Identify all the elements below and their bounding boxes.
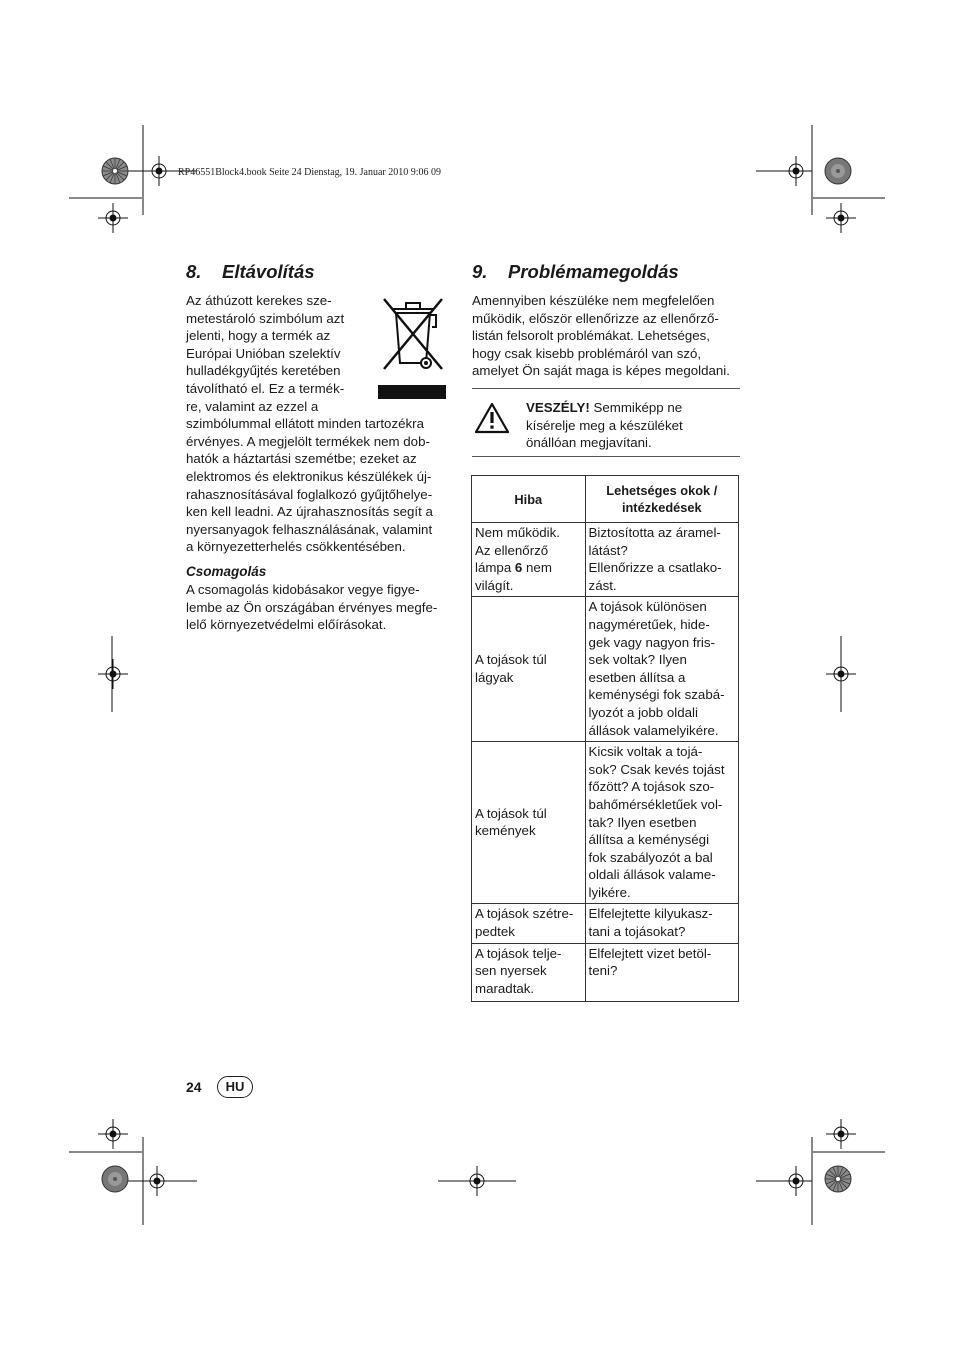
cell-line: kemények	[475, 823, 536, 839]
cell-line: zást.	[588, 577, 617, 593]
cell-line: keménységi fok szabá-	[588, 687, 725, 703]
crosshair-registration-mark-icon	[826, 659, 856, 689]
column-header: Hiba	[472, 476, 586, 523]
divider	[472, 388, 740, 389]
problem-cell	[472, 597, 586, 742]
section-number: 9.	[472, 261, 488, 282]
table-row	[472, 597, 739, 742]
text-line: amelyet Ön saját maga is képes megoldani.	[472, 363, 730, 379]
crop-line	[756, 170, 812, 172]
text-line: A csomagolás kidobásakor vegye figye-	[186, 582, 420, 597]
cell-line: sek voltak? Ilyen	[588, 652, 687, 668]
text-line: Amennyiben készüléke nem megfelelően	[472, 293, 715, 308]
cell-line: állások valamelyikére.	[588, 722, 719, 738]
text-line: hulladékgyűjtés keretében	[186, 363, 341, 379]
table-row	[472, 904, 739, 943]
cell-line: sen nyersek	[475, 963, 547, 979]
packaging-subheading: Csomagolás	[186, 564, 267, 579]
warning-text	[526, 399, 683, 452]
troubleshooting-table	[471, 475, 739, 1002]
cell-line: Kicsik voltak a tojá-	[588, 744, 703, 760]
crop-line	[438, 1180, 516, 1182]
cell-text: lámpa	[475, 560, 515, 576]
cause-cell	[585, 943, 738, 1002]
cell-line: oldali állások valame-	[588, 867, 716, 883]
cell-line: sok? Csak kevés tojást	[588, 761, 725, 777]
color-wheel-icon	[824, 157, 852, 185]
text-line: lelő környezetvédelmi előírásokat.	[186, 617, 387, 633]
text-line: hogy csak kisebb problémáról van szó,	[472, 345, 702, 361]
table-row	[472, 742, 739, 904]
cell-line: bahőmérsékletűek vol-	[588, 796, 723, 812]
section-title: Problémamegoldás	[508, 261, 679, 282]
text-line: ken kell leadni. Az újrahasznosítás segít a	[186, 504, 433, 520]
problem-cell	[472, 904, 586, 943]
warning-line: kísérelje meg a készüléket	[526, 417, 683, 433]
text-line: hatók a háztartási szemétbe; ezeket az	[186, 451, 417, 467]
cause-cell	[585, 742, 738, 904]
crosshair-registration-mark-icon	[826, 1119, 856, 1149]
color-wheel-icon	[824, 1165, 852, 1193]
text-line: jelenti, hogy a termék az	[186, 328, 331, 344]
crosshair-registration-mark-icon	[98, 203, 128, 233]
cell-line: lágyak	[475, 669, 514, 685]
cell-line: Elfelejtette kilyukasz-	[588, 906, 713, 922]
cell-line: maradtak.	[475, 980, 535, 996]
text-line: távolítható el. Ez a termék-	[186, 380, 345, 396]
text-line: listán felsorolt problémákat. Lehetséges,	[472, 328, 711, 344]
cell-line: Biztosította az áramel-	[588, 525, 721, 540]
text-line: Európai Unióban szelektív	[186, 345, 341, 361]
page-number: 24	[186, 1079, 202, 1095]
cell-line: lyikére.	[588, 884, 631, 900]
cell-line: pedtek	[475, 924, 515, 940]
text-line: Az áthúzott kerekes sze-	[186, 293, 332, 308]
cell-line: Elfelejtett vizet betöl-	[588, 945, 712, 961]
print-header: RP46551Block4.book Seite 24 Dienstag, 19. Januar 2010 9:06 09	[178, 167, 442, 178]
crosshair-registration-mark-icon	[98, 1119, 128, 1149]
cell-line: főzött? A tojások szo-	[588, 779, 715, 795]
warning-line: Semmiképp ne	[589, 400, 683, 415]
cell-line: Nem működik.	[475, 525, 560, 540]
cell-line: lyozót a jobb oldali	[588, 704, 698, 720]
cell-line: A tojások telje-	[475, 945, 562, 961]
crosshair-registration-mark-icon	[826, 203, 856, 233]
warning-triangle-icon	[474, 402, 510, 434]
cell-text: nem	[522, 560, 552, 576]
section-number: 8.	[186, 261, 202, 282]
language-badge: HU	[217, 1076, 253, 1098]
color-wheel-icon	[101, 157, 129, 185]
text-line: lembe az Ön országában érvényes megfe-	[186, 599, 438, 615]
cell-line: nagyméretűek, hide-	[588, 616, 710, 632]
text-line: metestároló szimbólum azt	[186, 310, 345, 326]
text-line: re, valamint az ezzel a	[186, 398, 319, 414]
color-wheel-icon	[101, 1165, 129, 1193]
crop-line	[756, 1180, 812, 1182]
text-line: a környezetterhelés csökkentésében.	[186, 539, 406, 555]
cell-line: fok szabályozót a bal	[588, 849, 713, 865]
cause-cell	[585, 523, 738, 597]
table-header-row	[472, 476, 739, 523]
cell-line: esetben állítsa a	[588, 669, 686, 685]
section-8-body	[186, 292, 433, 556]
text-line: elektromos és elektronikus készülékek új-	[186, 468, 432, 484]
section-9-intro	[472, 292, 730, 380]
cell-line: Az ellenőrző	[475, 542, 549, 558]
divider	[472, 456, 740, 457]
cell-line: állítsa a keménységi	[588, 832, 710, 848]
text-line: rahasznosításával foglalkozó gyűjtőhelye-	[186, 486, 433, 502]
cell-line: Ellenőrizze a csatlako-	[588, 560, 722, 576]
header-line: Lehetséges okok /	[606, 483, 718, 498]
table-row	[472, 523, 739, 597]
cell-line: A tojások túl	[475, 652, 547, 668]
warning-label: VESZÉLY!	[526, 400, 590, 415]
cell-line	[475, 559, 582, 577]
cell-line: tani a tojásokat?	[588, 924, 686, 940]
problem-cell	[472, 523, 586, 597]
cell-line: teni?	[588, 963, 618, 979]
cell-line: A tojások különösen	[588, 599, 707, 615]
text-line: érvényes. A megjelölt termékek nem dob-	[186, 433, 430, 449]
crop-line	[117, 1180, 197, 1182]
section-9-heading	[472, 261, 679, 283]
cause-cell	[585, 597, 738, 742]
section-title: Eltávolítás	[222, 261, 315, 282]
column-header	[585, 476, 738, 523]
crosshair-registration-mark-icon	[98, 659, 128, 689]
text-line: működik, először ellenőrizze az ellenőrző-	[472, 310, 719, 326]
cell-line: A tojások túl	[475, 805, 547, 821]
cell-line: tak? Ilyen esetben	[588, 814, 697, 830]
packaging-body	[186, 581, 437, 634]
cause-cell	[585, 904, 738, 943]
cell-line: A tojások szétre-	[475, 906, 574, 922]
problem-cell	[472, 742, 586, 904]
cell-line: világít.	[475, 577, 514, 593]
table-row	[472, 943, 739, 1002]
problem-cell	[472, 943, 586, 1002]
warning-line: önállóan megjavítani.	[526, 435, 652, 451]
text-line: szimbólummal ellátott minden tartozékra	[186, 416, 424, 432]
cell-line: látást?	[588, 542, 628, 558]
text-line: nyersanyagok felhasználásának, valamint	[186, 521, 433, 537]
section-8-heading	[186, 261, 315, 283]
cell-line: gek vagy nagyon fris-	[588, 634, 715, 650]
header-line: intézkedések	[621, 500, 702, 515]
lamp-number: 6	[514, 560, 523, 576]
